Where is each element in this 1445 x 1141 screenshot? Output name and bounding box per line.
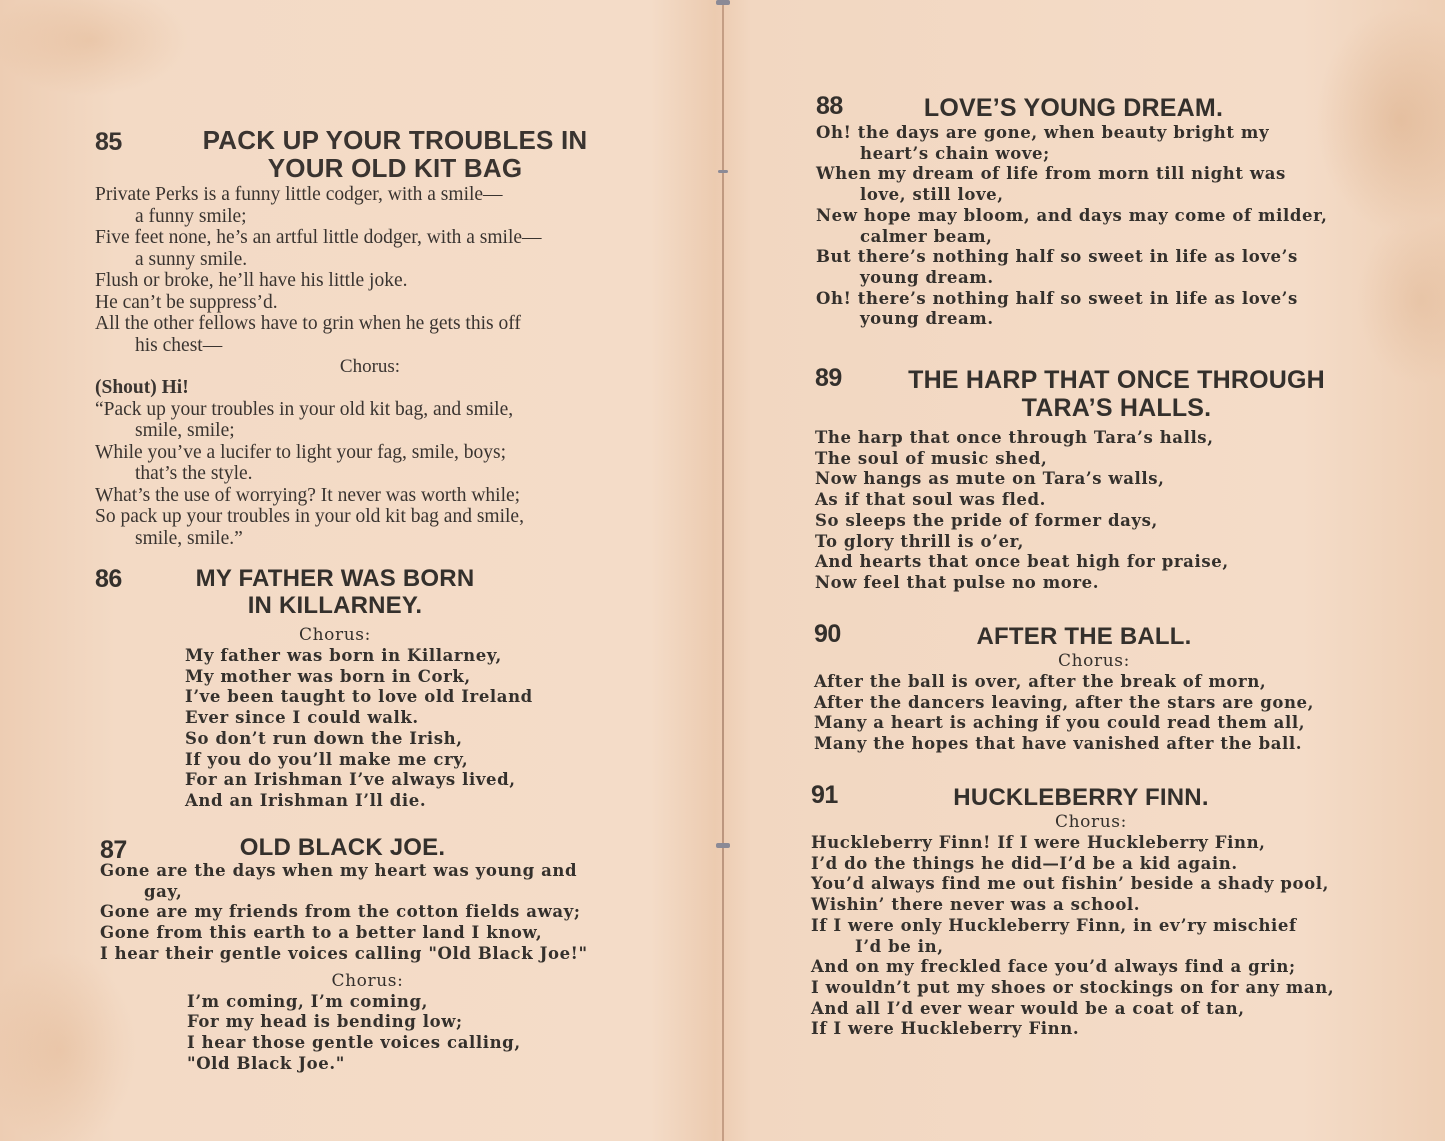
- lyric-line: Private Perks is a funny little codger, with a smile—: [95, 184, 503, 205]
- song-number: 85: [95, 128, 122, 156]
- chorus: [814, 672, 1374, 755]
- lyric-line: I wouldn’t put my shoes or stockings on for any man,: [811, 977, 1335, 997]
- verse: [815, 428, 1370, 594]
- chorus-label: Chorus:: [331, 970, 404, 991]
- lyric-line: What’s the use of worrying? It never was worth while;: [95, 484, 521, 506]
- lyric-line: When my dream of life from morn till night was: [816, 164, 1286, 184]
- lyric-line: My mother was born in Cork,: [185, 666, 471, 686]
- chorus-label: Chorus:: [1058, 651, 1130, 671]
- song-89: [815, 366, 1370, 594]
- song-88: [816, 94, 1371, 330]
- lyric-line: For an Irishman I’ve always lived,: [185, 770, 516, 790]
- song-heading: [95, 126, 645, 182]
- lyric-line: his chest—: [135, 334, 223, 356]
- lyric-line: If I were only Huckleberry Finn, in ev’ry mischief: [811, 915, 1297, 935]
- verse: [95, 184, 645, 356]
- lyric-line: Five feet none, he’s an artful little dodger, with a smile—: [95, 227, 542, 248]
- song-heading: [100, 834, 655, 864]
- lyric-line: I’m coming, I’m coming,: [187, 991, 428, 1011]
- lyric-line: Ever since I could walk.: [185, 708, 419, 728]
- song-title: [816, 94, 1371, 123]
- title-line: HUCKLEBERRY FINN.: [953, 784, 1209, 811]
- lyric-line: Many a heart is aching if you could read them all,: [814, 713, 1306, 733]
- title-line: IN KILLARNEY.: [247, 592, 423, 619]
- title-line: AFTER THE BALL.: [976, 623, 1192, 650]
- lyric-line: He can’t be suppress’d.: [95, 291, 278, 313]
- lyric-line: I hear those gentle voices calling,: [187, 1032, 521, 1052]
- lyric-line: And all I’d ever wear would be a coat of tan,: [811, 998, 1245, 1018]
- lyric-line: young dream.: [860, 267, 994, 287]
- title-line: YOUR OLD KIT BAG: [267, 153, 523, 183]
- lyric-line: And on my freckled face you’d always find a grin;: [811, 957, 1296, 977]
- lyric-line: “Pack up your troubles in your old kit bag, and smile,: [95, 398, 514, 420]
- lyric-line: that’s the style.: [135, 463, 253, 484]
- lyric-line: So don’t run down the Irish,: [185, 728, 463, 748]
- song-number: 89: [815, 364, 842, 392]
- lyric-line: smile, smile;: [135, 420, 235, 441]
- song-title: [100, 834, 655, 864]
- verse: [100, 861, 655, 965]
- song-86: [95, 565, 645, 812]
- lyric-line: a sunny smile.: [135, 248, 248, 270]
- song-91: [811, 783, 1371, 1040]
- lyric-line: calmer beam,: [860, 226, 993, 246]
- lyric-line: As if that soul was fled.: [815, 490, 1046, 510]
- lyric-line: I’d do the things he did—I’d be a kid again.: [811, 853, 1238, 873]
- song-90: [814, 622, 1374, 755]
- song-number: 90: [814, 620, 841, 648]
- lyric-line: I’ve been taught to love old Ireland: [185, 687, 533, 707]
- song-85: [95, 126, 645, 549]
- lyric-line: If you do you’ll make me cry,: [185, 749, 469, 769]
- chorus: [811, 833, 1371, 1040]
- lyric-line: The soul of music shed,: [815, 448, 1048, 468]
- lyric-line: After the dancers leaving, after the stars are gone,: [814, 692, 1314, 712]
- lyric-line: I hear their gentle voices calling "Old Black Joe!": [100, 943, 588, 963]
- lyric-line: gay,: [144, 881, 183, 901]
- song-title: [811, 783, 1371, 812]
- right-page: [725, 0, 1445, 1141]
- chorus-label: Chorus:: [299, 625, 371, 645]
- song-heading: [95, 565, 645, 619]
- lyric-line: Oh! there’s nothing half so sweet in life as love’s: [816, 288, 1298, 308]
- song-number: 88: [816, 92, 843, 120]
- lyric-line: If I were Huckleberry Finn.: [811, 1019, 1080, 1039]
- lyric-line: heart’s chain wove;: [860, 143, 1050, 163]
- title-line: OLD BLACK JOE.: [239, 834, 446, 861]
- lyric-line: You’d always find me out fishin’ beside a shady pool,: [811, 874, 1329, 894]
- title-line: LOVE’S YOUNG DREAM.: [923, 94, 1224, 122]
- song-heading: [814, 622, 1374, 651]
- song-heading: [816, 94, 1371, 123]
- lyric-line: Gone are the days when my heart was young and: [100, 861, 578, 880]
- lyric-line: So pack up your troubles in your old kit bag and smile,: [95, 506, 524, 527]
- chorus-shout: (Shout) Hi!: [95, 377, 189, 398]
- lyric-line: New hope may bloom, and days may come of milder,: [816, 205, 1328, 225]
- lyric-line: To glory thrill is o’er,: [815, 531, 1025, 551]
- title-line: THE HARP THAT ONCE THROUGH: [908, 366, 1325, 394]
- lyric-line: For my head is bending low;: [187, 1012, 463, 1032]
- song-heading: [811, 783, 1371, 812]
- verse: [816, 123, 1371, 330]
- lyric-line: So sleeps the pride of former days,: [815, 510, 1158, 530]
- lyric-line: Now hangs as mute on Tara’s walls,: [815, 469, 1165, 489]
- lyric-line: But there’s nothing half so sweet in life as love’s: [816, 247, 1298, 267]
- lyric-line: a funny smile;: [135, 205, 247, 227]
- lyric-line: The harp that once through Tara’s halls,: [815, 428, 1214, 447]
- lyric-line: And hearts that once beat high for praise,: [815, 552, 1229, 572]
- title-line: TARA’S HALLS.: [1021, 394, 1212, 422]
- lyric-line: Now feel that pulse no more.: [815, 572, 1100, 592]
- left-page: [0, 0, 720, 1141]
- song-title: [815, 366, 1370, 422]
- lyric-line: And an Irishman I’ll die.: [185, 790, 427, 810]
- lyric-line: All the other fellows have to grin when he gets this off: [95, 313, 521, 334]
- song-number: 87: [100, 836, 127, 864]
- lyric-line: Wishin’ there never was a school.: [811, 895, 1141, 915]
- lyric-line: After the ball is over, after the break of morn,: [814, 672, 1267, 691]
- lyric-line: smile, smile.”: [135, 527, 243, 549]
- song-title: [814, 622, 1374, 651]
- song-number: 86: [95, 565, 122, 593]
- chorus: [95, 377, 645, 549]
- song-number: 91: [811, 781, 838, 809]
- lyric-line: Oh! the days are gone, when beauty bright my: [816, 123, 1270, 142]
- lyric-line: I’d be in,: [855, 936, 944, 956]
- lyric-line: love, still love,: [860, 185, 1004, 205]
- chorus-label: Chorus:: [339, 356, 401, 377]
- song-heading: [815, 366, 1370, 422]
- lyric-line: Many the hopes that have vanished after the ball.: [814, 734, 1303, 754]
- lyric-line: Huckleberry Finn! If I were Huckleberry Finn,: [811, 833, 1266, 852]
- title-line: MY FATHER WAS BORN: [195, 565, 475, 592]
- lyric-line: "Old Black Joe.": [187, 1053, 345, 1073]
- chorus: [100, 992, 655, 1075]
- lyric-line: My father was born in Killarney,: [185, 646, 502, 665]
- chorus: [95, 646, 645, 812]
- lyric-line: While you’ve a lucifer to light your fag, smile, boys;: [95, 441, 507, 463]
- song-87: [100, 834, 655, 1074]
- lyric-line: young dream.: [860, 309, 994, 329]
- lyric-line: Gone are my friends from the cotton fields away;: [100, 902, 581, 922]
- lyric-line: Flush or broke, he’ll have his little joke.: [95, 270, 408, 291]
- lyric-line: Gone from this earth to a better land I know,: [100, 923, 543, 943]
- song-title: [95, 126, 645, 182]
- song-title: [95, 565, 645, 619]
- title-line: PACK UP YOUR TROUBLES IN: [202, 125, 588, 155]
- chorus-label: Chorus:: [1055, 812, 1127, 832]
